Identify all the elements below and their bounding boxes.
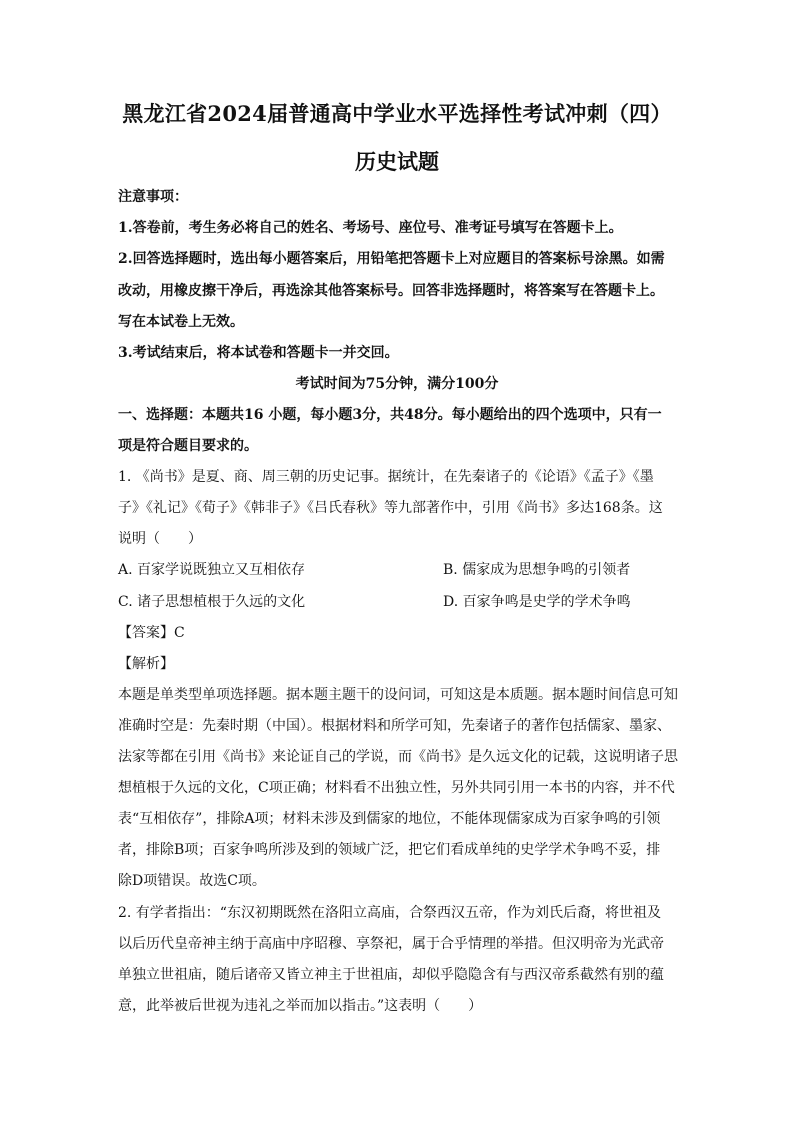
exam-title: 黑龙江省2024届普通高中学业水平选择性考试冲刺（四） bbox=[122, 101, 672, 126]
question-1-analysis-label: 【解析】 bbox=[118, 656, 174, 672]
notice-heading: 注意事项： bbox=[118, 189, 188, 205]
question-1-analysis-line: 准确时空是：先秦时期（中国）。根据材料和所学可知，先秦诸子的著作包括儒家、墨家、 bbox=[118, 718, 671, 734]
question-1-analysis-line: 法家等都在引用《尚书》来论证自己的学说，而《尚书》是久远文化的记载，这说明诸子思 bbox=[118, 749, 678, 765]
question-1-analysis-line: 者，排除B项；百家争鸣所涉及到的领域广泛，把它们看成单纯的史学学术争鸣不妥，排 bbox=[118, 842, 661, 858]
question-1-option-a: A. 百家学说既独立又互相依存 bbox=[118, 562, 306, 578]
question-1-stem-line-2: 子》《礼记》《荀子》《韩非子》《吕氏春秋》等九部著作中，引用《尚书》多达168条。这 bbox=[118, 500, 663, 516]
question-2-stem-line: 意，此举被后世视为违礼之举而加以指击。”这表明（ ） bbox=[118, 998, 483, 1014]
section-1-heading-line-2: 项是符合题目要求的。 bbox=[118, 438, 258, 454]
question-1-stem-line-3: 说明（ ） bbox=[118, 531, 202, 547]
notice-item-1: 1.答卷前，考生务必将自己的姓名、考场号、座位号、准考证号填写在答题卡上。 bbox=[118, 220, 623, 236]
exam-subtitle: 历史试题 bbox=[355, 149, 439, 174]
question-1-analysis-line: 除D项错误。故选C项。 bbox=[118, 873, 266, 889]
notice-item-2-line-2: 改动，用橡皮擦干净后，再选涂其他答案标号。回答非选择题时，将答案写在答题卡上。 bbox=[118, 283, 664, 299]
question-1-answer: 【答案】C bbox=[118, 625, 185, 641]
notice-item-2-line-3: 写在本试卷上无效。 bbox=[118, 314, 244, 330]
question-2-stem-line: 2. 有学者指出：“东汉初期既然在洛阳立高庙，合祭西汉五帝，作为刘氏后裔，将世祖及 bbox=[118, 905, 661, 921]
question-1-analysis-line: 想植根于久远的文化，C项正确；材料看不出独立性，另外共同引用一本书的内容，并不代 bbox=[118, 780, 675, 796]
question-1-option-c: C. 诸子思想植根于久远的文化 bbox=[118, 594, 306, 610]
question-1-option-b: B. 儒家成为思想争鸣的引领者 bbox=[443, 562, 631, 578]
question-1-analysis-line: 表“互相依存”，排除A项；材料未涉及到儒家的地位，不能体现儒家成为百家争鸣的引领 bbox=[118, 811, 661, 827]
notice-item-3: 3.考试结束后，将本试卷和答题卡一并交回。 bbox=[118, 345, 399, 361]
notice-item-2-line-1: 2.回答选择题时，选出每小题答案后，用铅笔把答题卡上对应题目的答案标号涂黑。如需 bbox=[118, 251, 665, 267]
question-2-stem-line: 以后历代皇帝神主纳于高庙中序昭穆、享祭祀，属于合乎情理的举措。但汉明帝为光武帝 bbox=[118, 936, 664, 952]
question-1-stem-line-1: 1. 《尚书》是夏、商、周三朝的历史记事。据统计，在先秦诸子的《论语》《孟子》《墨 bbox=[118, 469, 654, 485]
question-1-option-d: D. 百家争鸣是史学的学术争鸣 bbox=[443, 594, 631, 610]
question-1-analysis-line: 本题是单类型单项选择题。据本题主题干的设问词，可知这是本质题。据本题时间信息可知 bbox=[118, 687, 678, 703]
question-2-stem-line: 单独立世祖庙，随后诸帝又皆立神主于世祖庙，却似乎隐隐含有与西汉帝系截然有别的蕴 bbox=[118, 967, 664, 983]
section-1-heading-line-1: 一、选择题：本题共16 小题，每小题3分，共48分。每小题给出的四个选项中，只有一 bbox=[118, 407, 662, 423]
exam-time-info: 考试时间为75分钟，满分100分 bbox=[295, 376, 499, 392]
